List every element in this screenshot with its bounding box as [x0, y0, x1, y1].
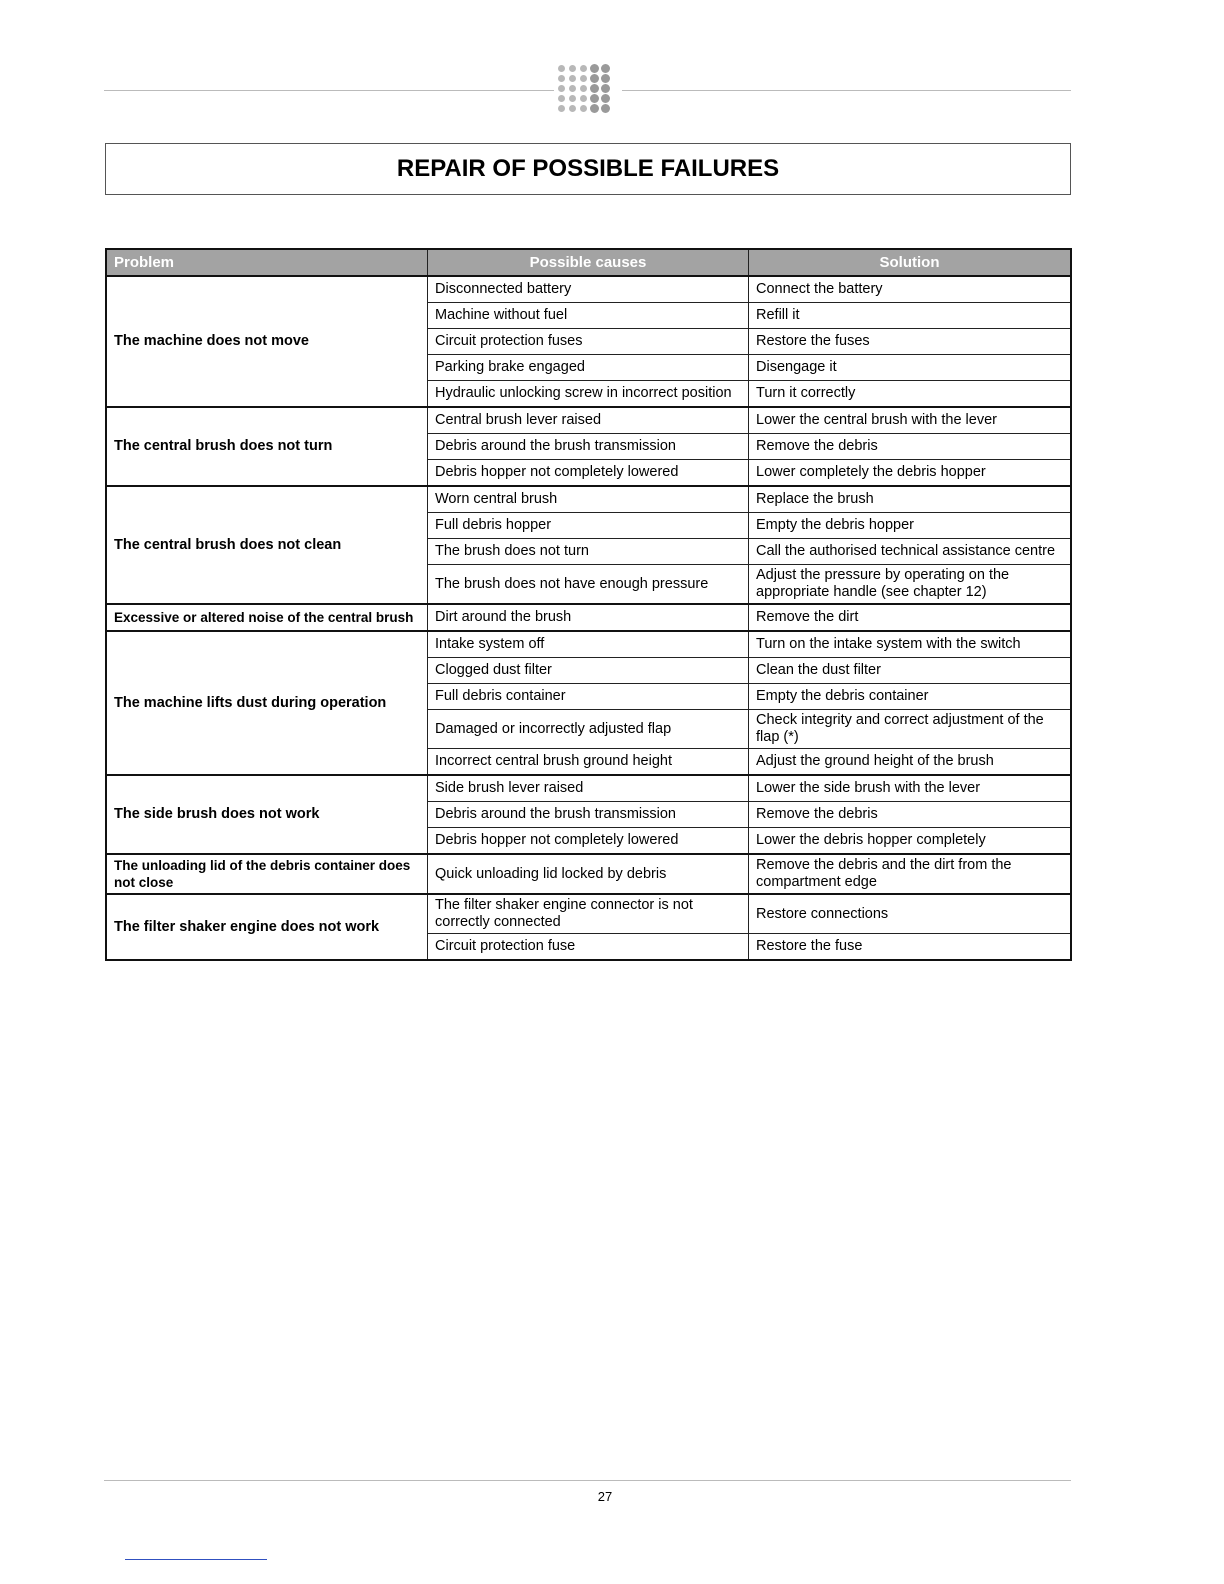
cause-cell: Quick unloading lid locked by debris [428, 854, 749, 894]
logo-dot [590, 74, 599, 83]
table-row [106, 631, 1071, 658]
problem-cell: The machine does not move [106, 276, 428, 407]
cause-cell: The brush does not have enough pressure [428, 565, 749, 605]
logo-dot [580, 75, 587, 82]
logo-dot [601, 64, 610, 73]
footer-link-line [125, 1559, 267, 1560]
table-row [106, 894, 1071, 934]
solution-cell: Remove the debris and the dirt from the compartment edge [749, 854, 1072, 894]
logo-dot [601, 74, 610, 83]
logo-dot [558, 75, 565, 82]
problem-cell: The machine lifts dust during operation [106, 631, 428, 775]
solution-cell: Check integrity and correct adjustment of the flap (*) [749, 710, 1072, 749]
solution-cell: Clean the dust filter [749, 658, 1072, 684]
solution-cell: Lower the debris hopper completely [749, 828, 1072, 855]
header-causes: Possible causes [428, 249, 749, 276]
solution-cell: Restore the fuses [749, 329, 1072, 355]
table-row [106, 604, 1071, 631]
solution-cell: Call the authorised technical assistance centre [749, 539, 1072, 565]
solution-cell: Remove the debris [749, 434, 1072, 460]
table-row [106, 276, 1071, 303]
table-row [106, 775, 1071, 802]
cause-cell: The filter shaker engine connector is not correctly connected [428, 894, 749, 934]
logo-dot [590, 94, 599, 103]
solution-cell: Lower completely the debris hopper [749, 460, 1072, 487]
problem-cell: The central brush does not turn [106, 407, 428, 486]
header-solution: Solution [749, 249, 1072, 276]
solution-cell: Adjust the ground height of the brush [749, 749, 1072, 776]
logo-dot [569, 95, 576, 102]
table-row [106, 854, 1071, 894]
logo-dot [580, 85, 587, 92]
solution-cell: Disengage it [749, 355, 1072, 381]
logo-dot [601, 84, 610, 93]
problem-cell: The filter shaker engine does not work [106, 894, 428, 960]
cause-cell: Disconnected battery [428, 276, 749, 303]
logo-dot [590, 84, 599, 93]
cause-cell: Full debris container [428, 684, 749, 710]
cause-cell: Debris hopper not completely lowered [428, 828, 749, 855]
table-row [106, 407, 1071, 434]
problem-cell: Excessive or altered noise of the central brush [106, 604, 428, 631]
cause-cell: Worn central brush [428, 486, 749, 513]
footer-rule [104, 1480, 1071, 1481]
cause-cell: Damaged or incorrectly adjusted flap [428, 710, 749, 749]
page-number: 27 [597, 1489, 613, 1504]
logo-dot [580, 95, 587, 102]
solution-cell: Refill it [749, 303, 1072, 329]
logo-dot [601, 94, 610, 103]
logo-dot [580, 65, 587, 72]
cause-cell: Central brush lever raised [428, 407, 749, 434]
troubleshooting-table [105, 248, 1072, 961]
logo-dot [569, 75, 576, 82]
cause-cell: Full debris hopper [428, 513, 749, 539]
cause-cell: Hydraulic unlocking screw in incorrect position [428, 381, 749, 408]
cause-cell: Machine without fuel [428, 303, 749, 329]
solution-cell: Restore the fuse [749, 934, 1072, 961]
cause-cell: Side brush lever raised [428, 775, 749, 802]
header-rule-left [104, 90, 554, 91]
logo-dot [569, 105, 576, 112]
logo-dot [569, 65, 576, 72]
page-title: REPAIR OF POSSIBLE FAILURES [105, 143, 1071, 195]
cause-cell: Circuit protection fuses [428, 329, 749, 355]
solution-cell: Lower the side brush with the lever [749, 775, 1072, 802]
cause-cell: Debris hopper not completely lowered [428, 460, 749, 487]
problem-cell: The central brush does not clean [106, 486, 428, 604]
problem-cell: The unloading lid of the debris container does not close [106, 854, 428, 894]
cause-cell: Parking brake engaged [428, 355, 749, 381]
cause-cell: Incorrect central brush ground height [428, 749, 749, 776]
cause-cell: Clogged dust filter [428, 658, 749, 684]
solution-cell: Adjust the pressure by operating on the appropriate handle (see chapter 12) [749, 565, 1072, 605]
header-rule-right [622, 90, 1071, 91]
solution-cell: Connect the battery [749, 276, 1072, 303]
cause-cell: Debris around the brush transmission [428, 802, 749, 828]
solution-cell: Empty the debris container [749, 684, 1072, 710]
cause-cell: Circuit protection fuse [428, 934, 749, 961]
solution-cell: Turn it correctly [749, 381, 1072, 408]
logo-dot [590, 104, 599, 113]
cause-cell: Intake system off [428, 631, 749, 658]
logo-dot [580, 105, 587, 112]
solution-cell: Replace the brush [749, 486, 1072, 513]
solution-cell: Empty the debris hopper [749, 513, 1072, 539]
problem-cell: The side brush does not work [106, 775, 428, 854]
logo-dot [601, 104, 610, 113]
logo-dot [558, 85, 565, 92]
table-row [106, 486, 1071, 513]
logo-dot [558, 95, 565, 102]
cause-cell: Debris around the brush transmission [428, 434, 749, 460]
solution-cell: Lower the central brush with the lever [749, 407, 1072, 434]
logo-dot [569, 85, 576, 92]
solution-cell: Restore connections [749, 894, 1072, 934]
logo-dot [558, 105, 565, 112]
solution-cell: Remove the debris [749, 802, 1072, 828]
header-problem: Problem [106, 249, 428, 276]
logo-dot [590, 64, 599, 73]
cause-cell: Dirt around the brush [428, 604, 749, 631]
solution-cell: Turn on the intake system with the switch [749, 631, 1072, 658]
cause-cell: The brush does not turn [428, 539, 749, 565]
solution-cell: Remove the dirt [749, 604, 1072, 631]
logo-dot [558, 65, 565, 72]
brand-logo [557, 64, 612, 114]
